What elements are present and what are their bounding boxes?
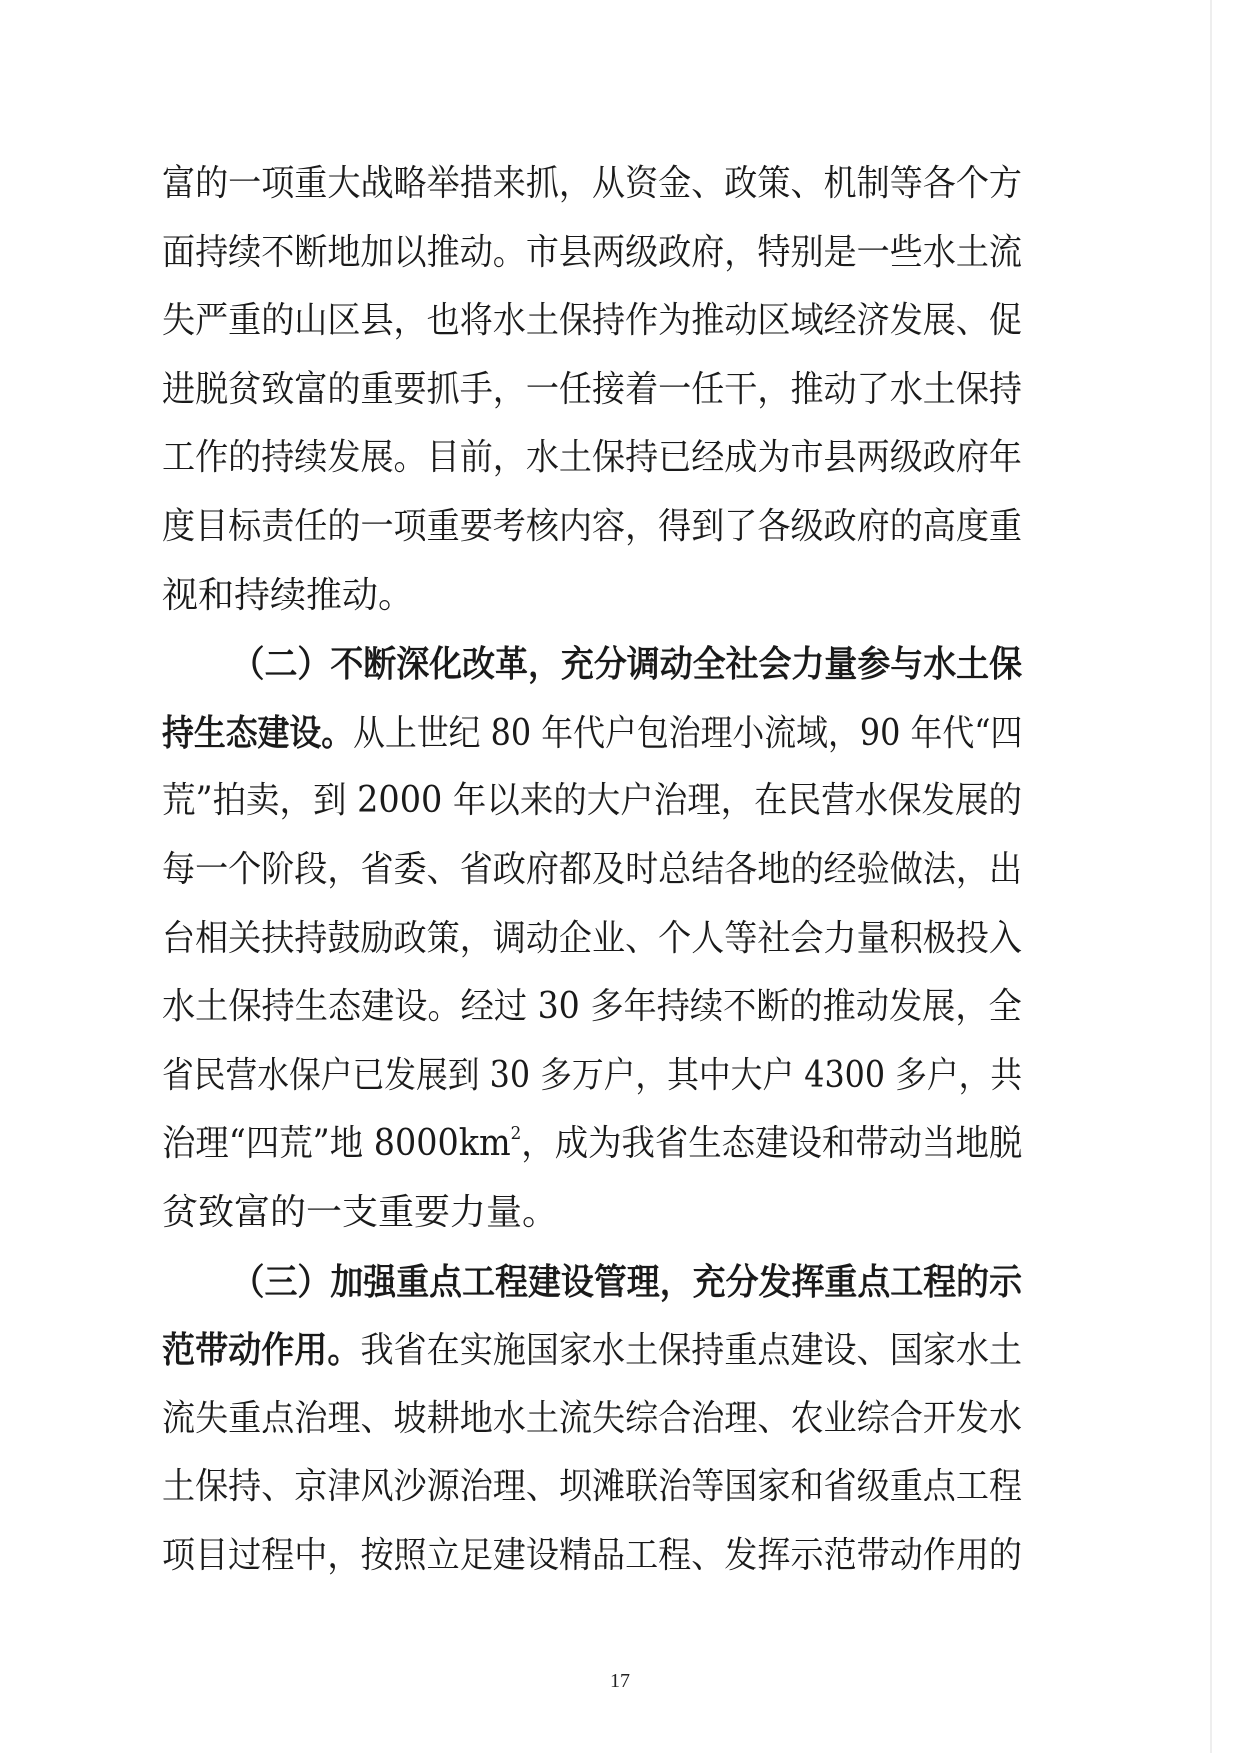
text-line: 富的一项重大战略举措来抓，从资金、政策、机制等各个方 (162, 163, 1023, 204)
text-line (162, 1316, 1023, 1385)
text-line (162, 699, 1023, 768)
text-line: 进脱贫致富的重要抓手，一任接着一任干，推动了水土保持 (162, 368, 1023, 410)
scan-edge (1210, 0, 1212, 1753)
text-line: 土保持、京津风沙源治理、坝滩联治等国家和省级重点工程 (162, 1466, 1023, 1508)
text-segment: 我省在实施国家水土保持重点建设、国家水土 (360, 1330, 1023, 1372)
text-segment: 从上世纪 80 年代户包治理小流域，90 年代“四 (353, 712, 1023, 754)
text-line: 度目标责任的一项重要考核内容，得到了各级政府的高度重 (162, 505, 1023, 547)
section-heading-3-end: 范带动作用。 (162, 1329, 361, 1372)
section-heading-3: （三）加强重点工程建设管理，充分发挥重点工程的示 (231, 1260, 1023, 1303)
text-line: 荒”拍卖，到 2000 年以来的大户治理，在民营水保发展的 (162, 780, 1022, 822)
text-line: 水土保持生态建设。经过 30 多年持续不断的推动发展，全 (162, 986, 1022, 1028)
text-line: 视和持续推动。 (162, 574, 415, 616)
page-number: 17 (610, 1670, 630, 1692)
text-segment: 治理“四荒”地 8000km (162, 1123, 511, 1165)
text-line: 项目过程中，按照立足建设精品工程、发挥示范带动作用的 (162, 1534, 1023, 1576)
text-line: 面持续不断地加以推动。市县两级政府，特别是一些水土流 (162, 231, 1023, 273)
text-line: 每一个阶段，省委、省政府都及时总结各地的经验做法，出 (162, 848, 1023, 890)
text-line: 工作的持续发展。目前，水土保持已经成为市县两级政府年 (162, 437, 1023, 479)
text-segment: ，成为我省生态建设和带动当地脱 (521, 1123, 1023, 1165)
text-line: 流失重点治理、坡耕地水土流失综合治理、农业综合开发水 (162, 1397, 1023, 1439)
superscript: 2 (510, 1123, 522, 1145)
text-line: 台相关扶持鼓励政策，调动企业、个人等社会力量积极投入 (162, 917, 1023, 959)
text-line: 贫致富的一支重要力量。 (162, 1191, 559, 1233)
section-heading-2: （二）不断深化改革，充分调动全社会力量参与水土保 (231, 643, 1023, 686)
text-line: 失严重的山区县，也将水土保持作为推动区域经济发展、促 (162, 300, 1023, 342)
section-heading-2-end: 持生态建设。 (162, 711, 354, 754)
text-line: 省民营水保户已发展到 30 多万户，其中大户 4300 多户，共 (162, 1054, 1023, 1096)
text-line (162, 1110, 1023, 1179)
body-text (162, 150, 1022, 1590)
